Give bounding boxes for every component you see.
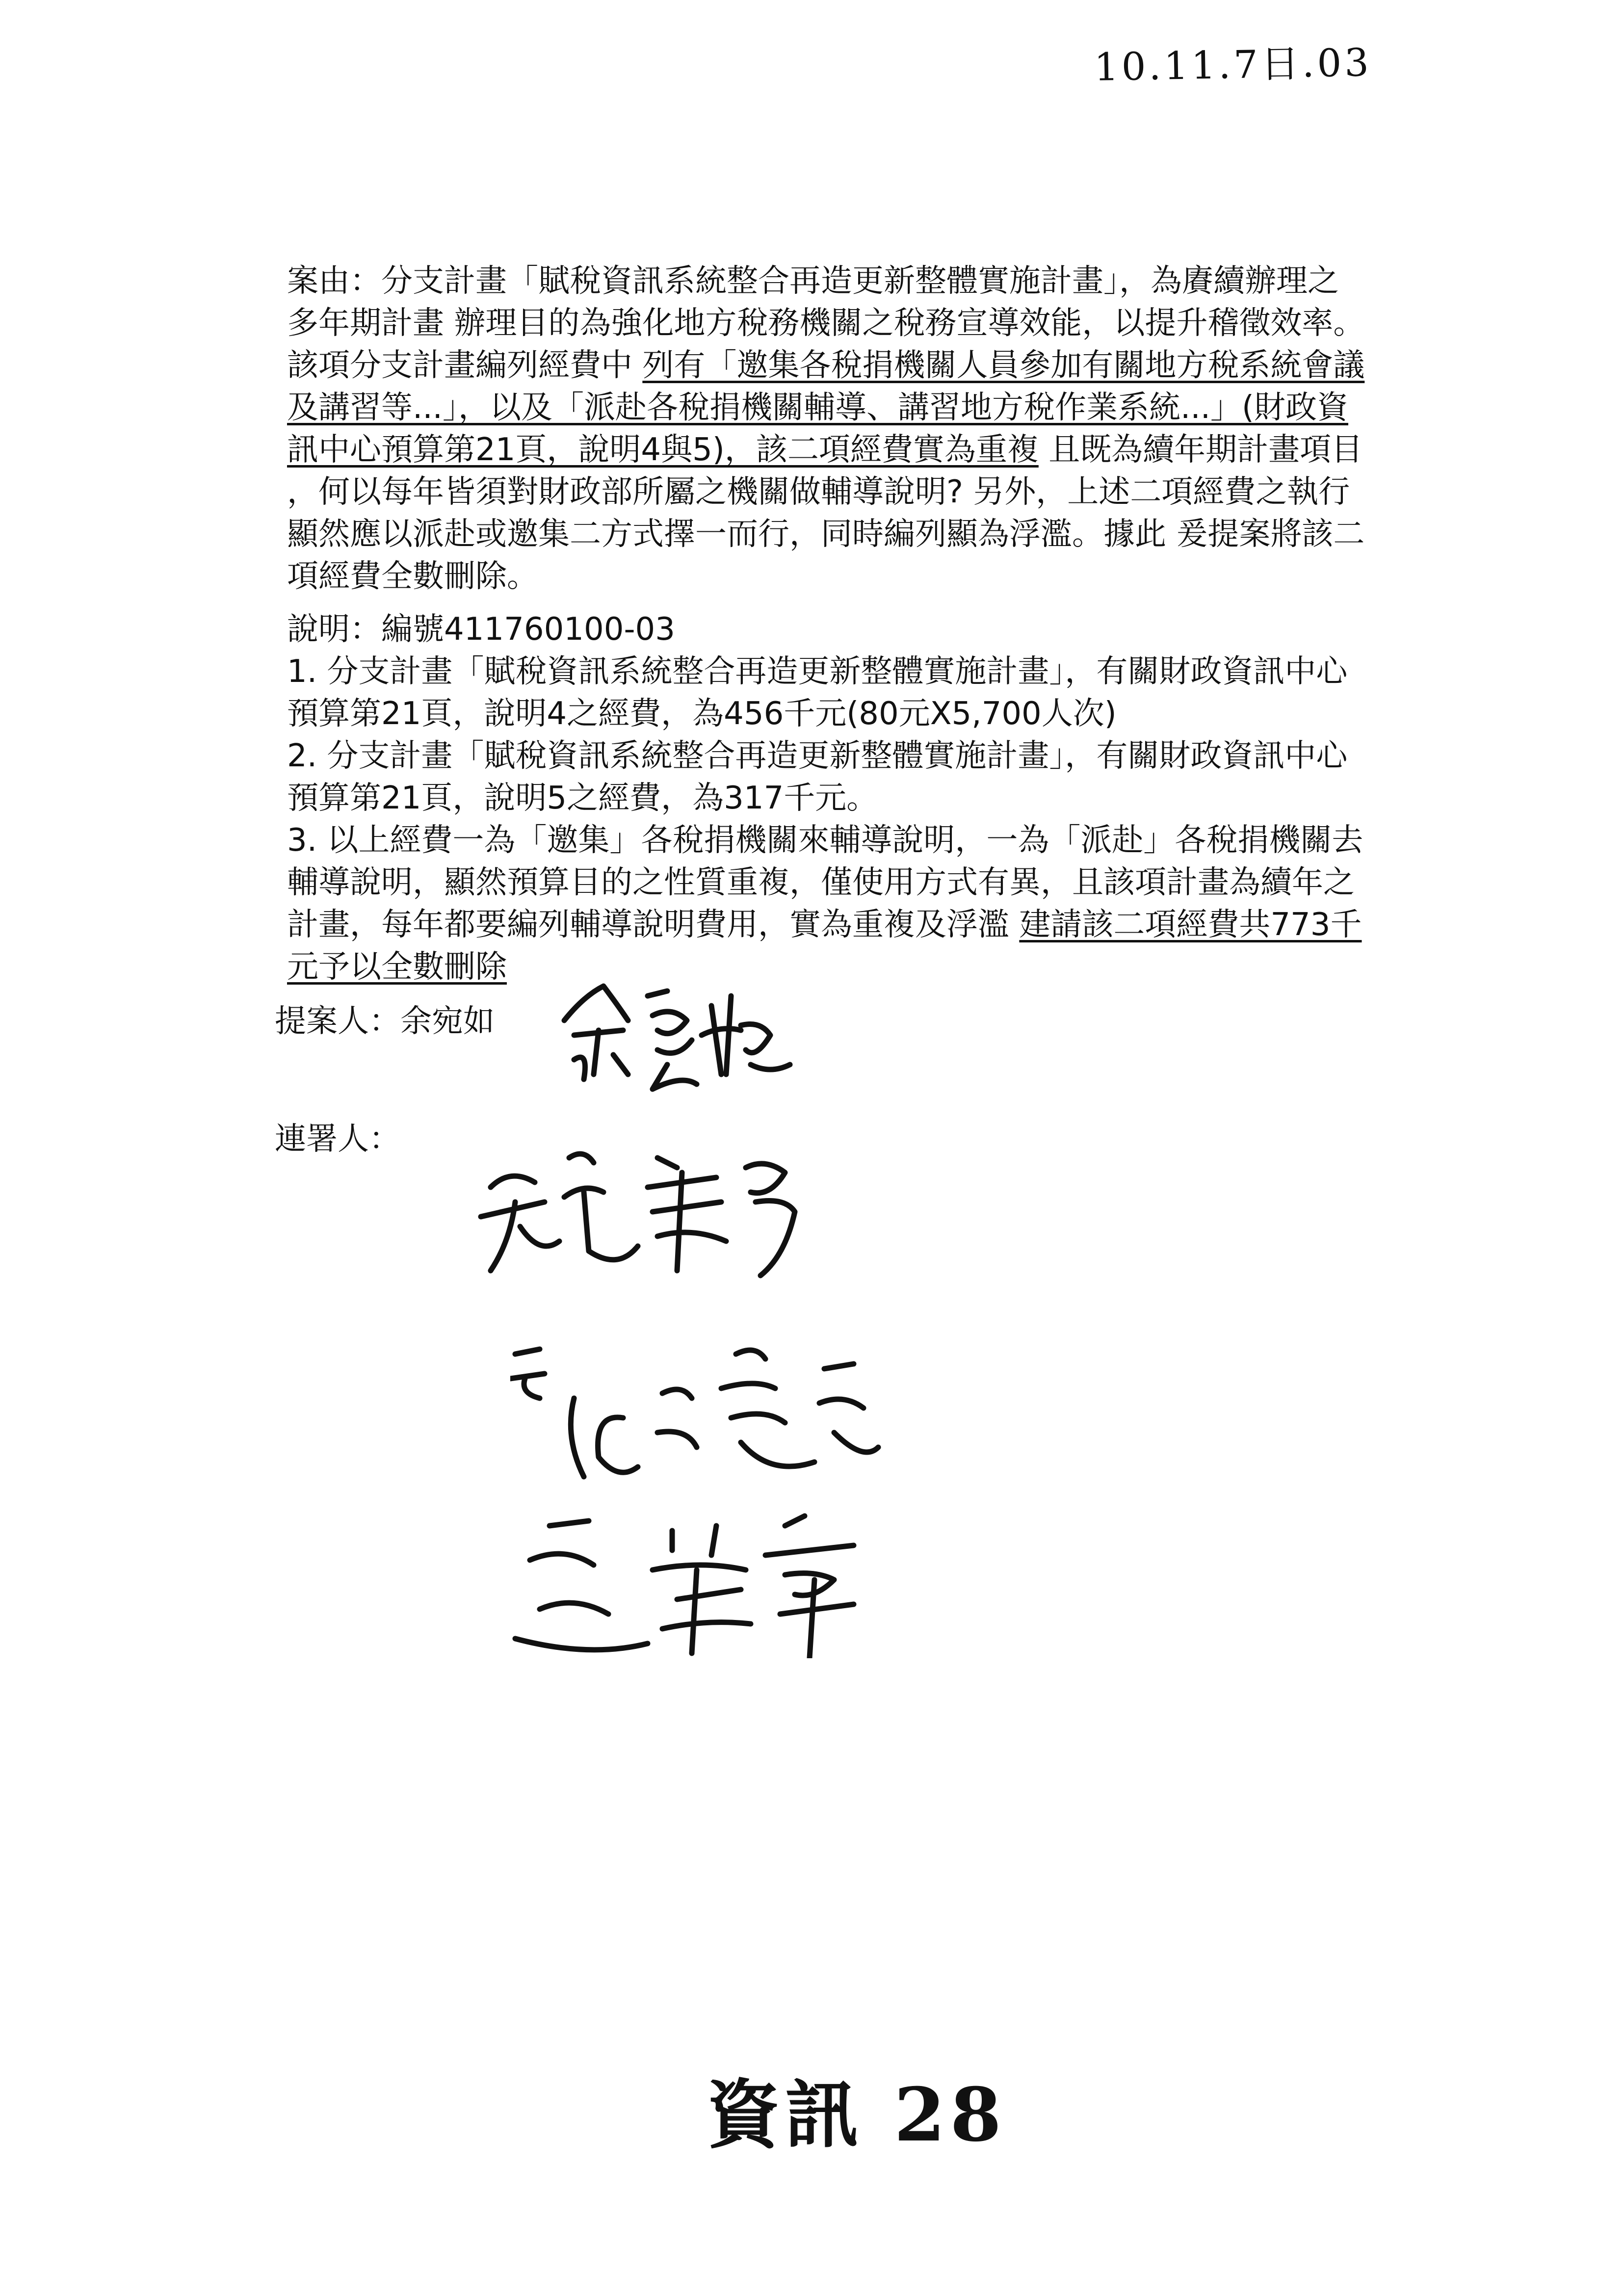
description-line: 3. 以上經費一為「邀集」各稅捐機關來輔導說明，一為「派赴」各稅捐機關去 [287, 822, 1363, 859]
case-line: 顯然應以派赴或邀集二方式擇一而行，同時編列顯為浮濫。據此 爰提案將該二 [287, 516, 1365, 552]
underlined-text: 訊中心預算第21頁，說明4與5)，該二項經費實為重複 [287, 432, 1039, 468]
signature-proposer [554, 976, 800, 1099]
description-line: 預算第21頁，說明4之經費，為456千元(80元X5,700人次) [287, 696, 1117, 732]
case-line [287, 387, 1396, 429]
case-line [287, 344, 1396, 387]
underlined-text: 建請該二項經費共773千 [1019, 907, 1362, 943]
proposer-label: 提案人：余宛如 [275, 1003, 495, 1040]
description-line: 輔導說明，顯然預算目的之性質重複，僅使用方式有異，且該項計畫為續年之 [287, 864, 1355, 901]
description-heading: 說明：編號411760100-03 [287, 611, 675, 648]
underlined-text: 列有「邀集各稅捐機關人員參加有關地方稅系統會議 [642, 347, 1365, 384]
case-line: 案由：分支計畫「賦稅資訊系統整合再造更新整體實施計畫」，為賡續辦理之 [287, 263, 1339, 299]
signature-cosigner-3 [510, 1511, 883, 1658]
case-text: 該項分支計畫編列經費中 [287, 347, 643, 384]
underlined-text: ，以及「派赴各稅捐機關輔導、講習地方稅作業系統...」(財政資 [458, 390, 1349, 426]
page-number-label: 資訊 28 [707, 2072, 1006, 2158]
case-line: 項經費全數刪除。 [287, 558, 538, 595]
cosigners-label: 連署人： [275, 1121, 400, 1157]
description-line [287, 946, 1396, 988]
description-line: 預算第21頁，說明5之經費，為317千元。 [287, 780, 878, 816]
description-text: 計畫，每年都要編列輔導說明費用，實為重複及浮濫 [287, 907, 1020, 943]
description-section [287, 608, 1396, 988]
handwritten-date-stamp: 10.11.7日.03 [1094, 41, 1372, 90]
case-line: 多年期計畫 辦理目的為強化地方稅務機關之稅務宣導效能，以提升稽徵效率。 [287, 305, 1365, 341]
case-line: ，何以每年皆須對財政部所屬之機關做輔導說明? 另外，上述二項經費之執行 [287, 474, 1350, 510]
signature-cosigner-2 [510, 1334, 883, 1487]
description-line: 1. 分支計畫「賦稅資訊系統整合再造更新整體實施計畫」，有關財政資訊中心 [287, 653, 1348, 690]
underlined-text: 元予以全數刪除 [287, 949, 507, 985]
case-line [287, 429, 1396, 471]
signature-cosigner-1 [471, 1128, 814, 1285]
description-line: 2. 分支計畫「賦稅資訊系統整合再造更新整體實施計畫」，有關財政資訊中心 [287, 738, 1348, 774]
case-text: 且既為續年期計畫項目 [1038, 432, 1363, 468]
underlined-text: 及講習等...」 [287, 390, 459, 426]
description-line [287, 904, 1396, 946]
case-section [287, 260, 1396, 598]
